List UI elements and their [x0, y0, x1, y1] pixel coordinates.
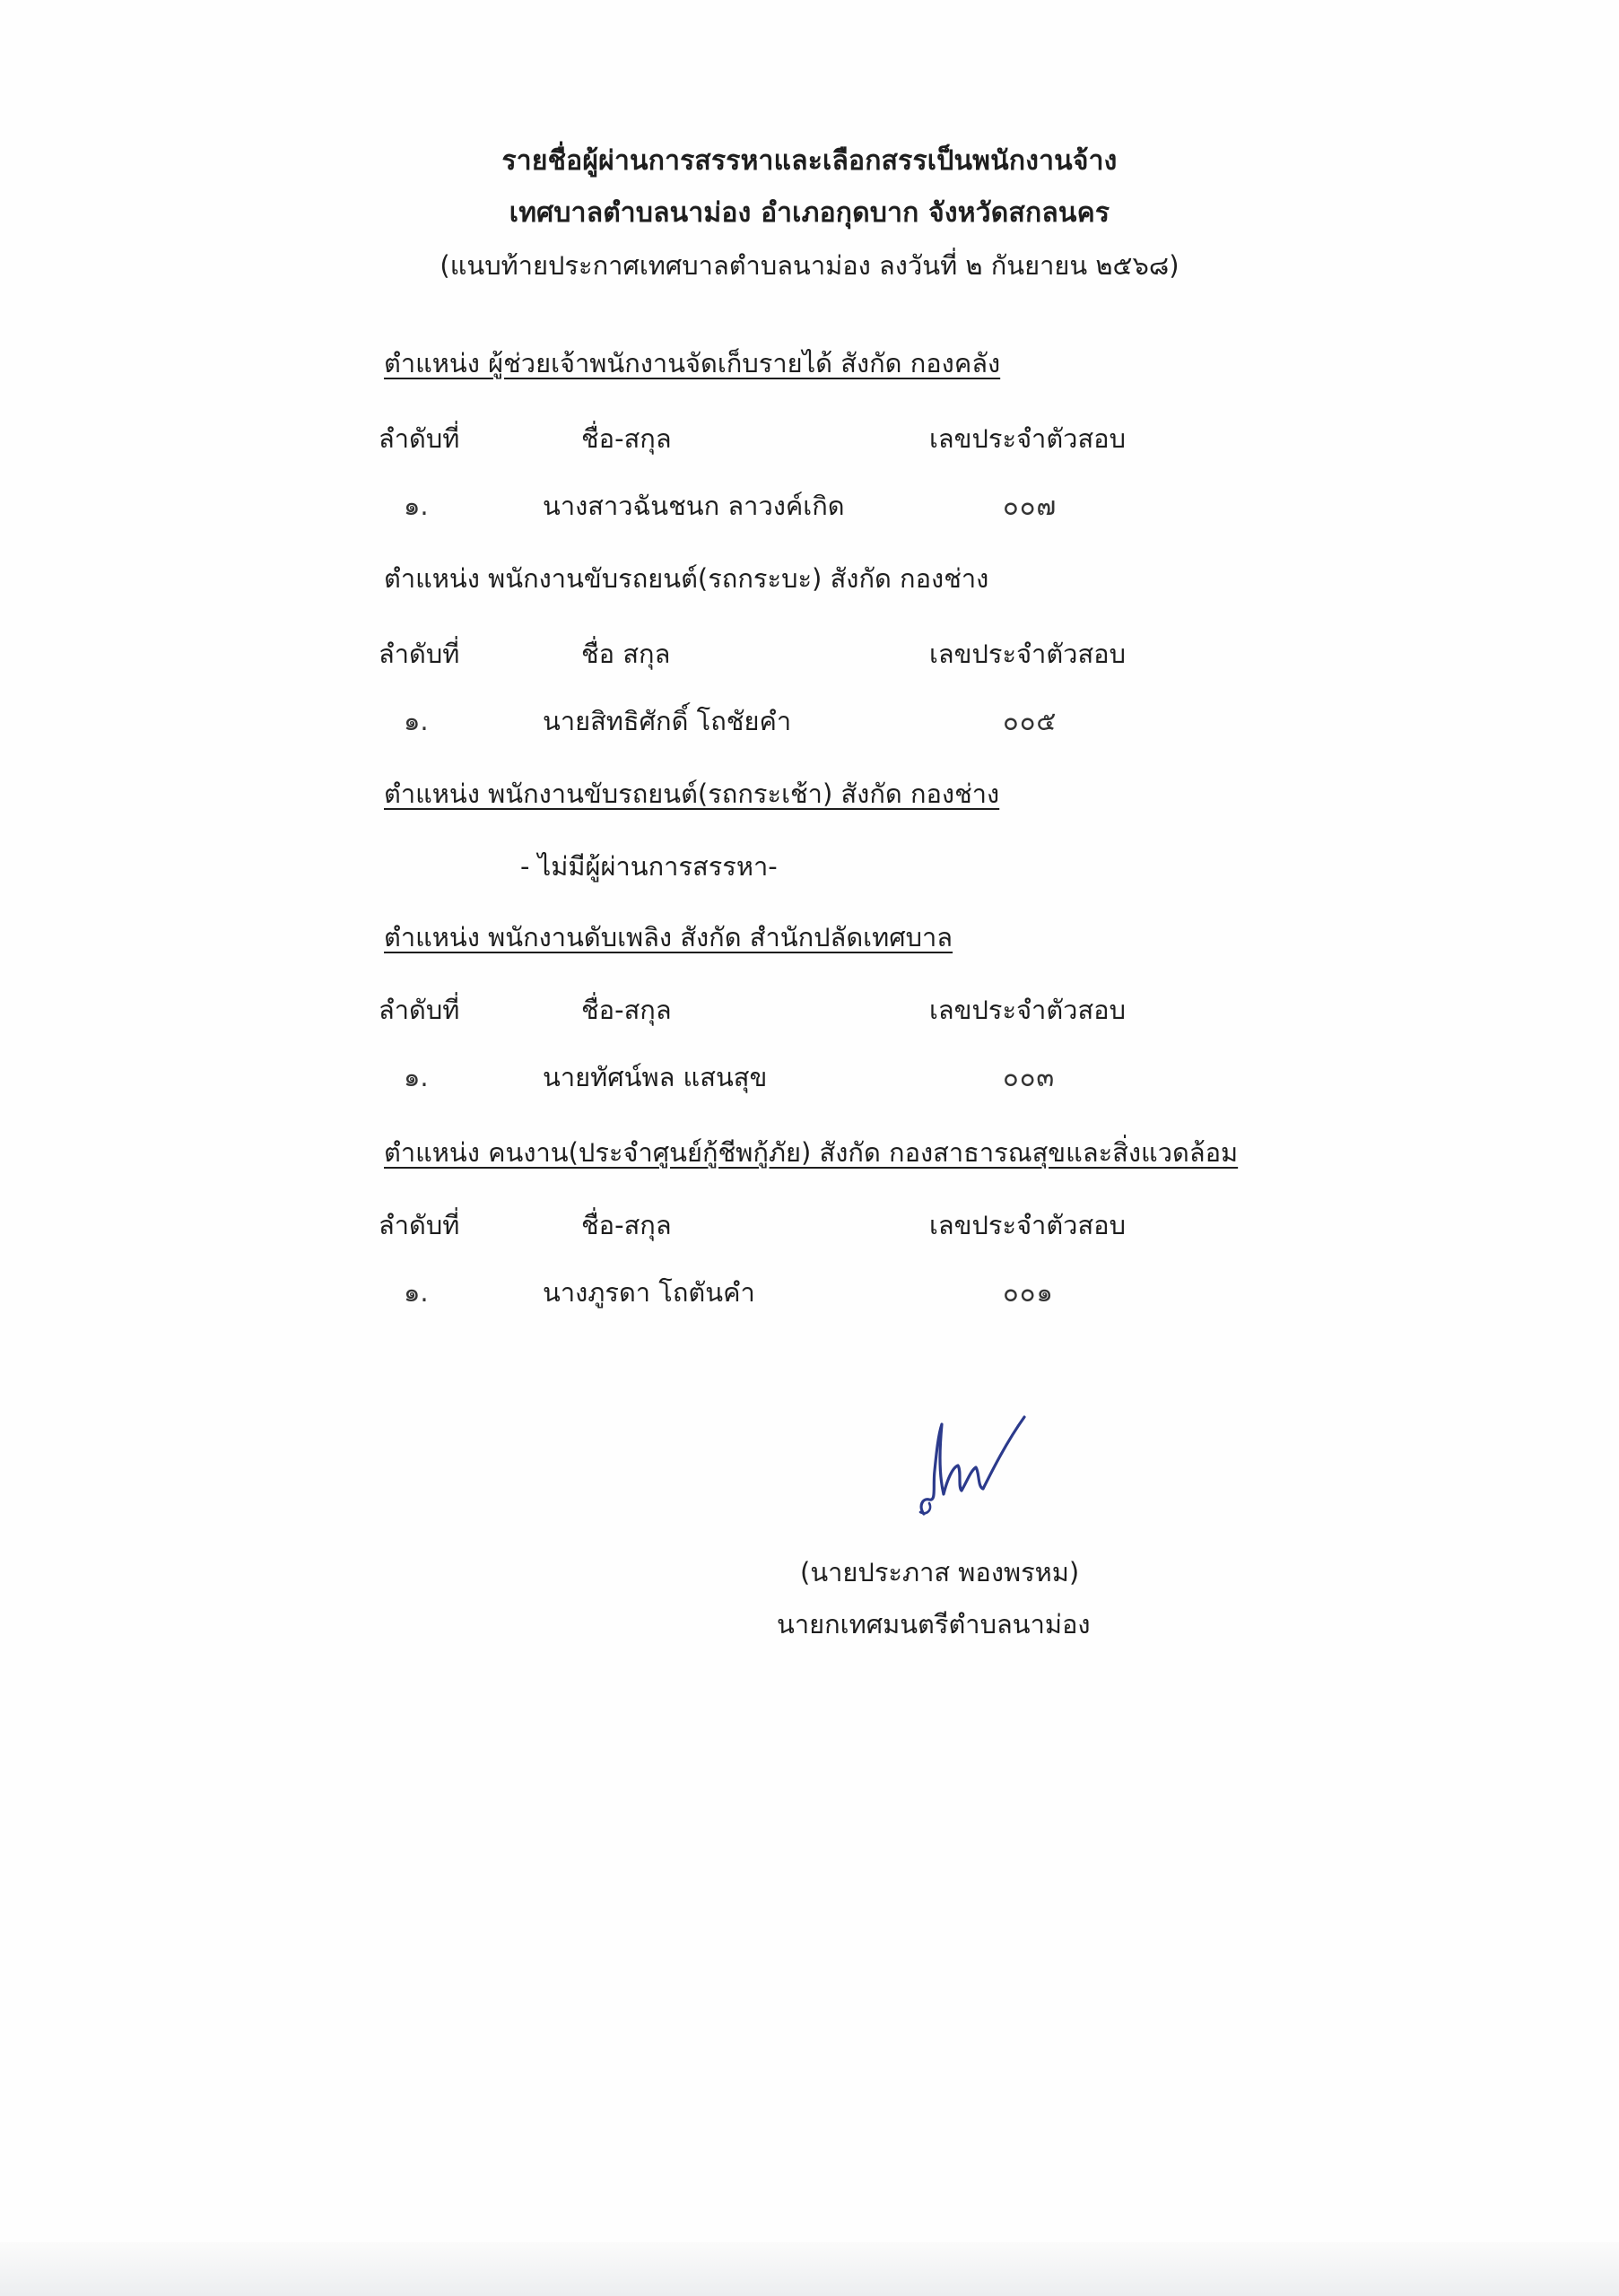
row-exam-id: ๐๐๑ — [1003, 1277, 1054, 1308]
scan-edge — [0, 2242, 1619, 2296]
section-heading: ตำแหน่ง คนงาน(ประจำศูนย์กู้ชีพกู้ภัย) สังกัด กองสาธารณสุขและสิ่งแวดล้อม — [384, 1137, 1239, 1168]
column-header-id: เลขประจำตัวสอบ — [929, 995, 1126, 1025]
row-no: ๑. — [404, 1062, 429, 1092]
section-heading: ตำแหน่ง พนักงานขับรถยนต์(รถกระบะ) สังกัด กองช่าง — [384, 563, 989, 594]
document-title: รายชื่อผู้ผ่านการสรรหาและเลือกสรรเป็นพนักงานจ้าง — [501, 145, 1118, 177]
column-header-no: ลำดับที่ — [379, 639, 460, 669]
row-name: นางภูรดา โถตันคำ — [543, 1277, 755, 1308]
column-header-name: ชื่อ สกุล — [581, 639, 671, 669]
row-name: นายสิทธิศักดิ์ โถชัยคำ — [543, 706, 792, 736]
section-heading: ตำแหน่ง พนักงานขับรถยนต์(รถกระเช้า) สังกัด กองช่าง — [384, 778, 1000, 809]
column-header-id: เลขประจำตัวสอบ — [929, 639, 1126, 669]
section-heading: ตำแหน่ง พนักงานดับเพลิง สังกัด สำนักปลัดเทศบาล — [384, 922, 953, 952]
document-subtitle: เทศบาลตำบลนาม่อง อำเภอกุดบาก จังหวัดสกลนคร — [509, 197, 1110, 229]
row-exam-id: ๐๐๗ — [1003, 491, 1058, 521]
column-header-no: ลำดับที่ — [379, 1210, 460, 1240]
signatory-name: (นายประภาส พองพรหม) — [800, 1557, 1080, 1587]
column-header-no: ลำดับที่ — [379, 423, 460, 454]
handwritten-signature — [906, 1408, 1040, 1525]
document-attachment-note: (แนบท้ายประกาศเทศบาลตำบลนาม่อง ลงวันที่ ๒ กันยายน ๒๕๖๘) — [440, 250, 1179, 281]
row-name: นายทัศน์พล แสนสุข — [543, 1062, 768, 1092]
row-name: นางสาวฉันชนก ลาวงค์เกิด — [543, 491, 845, 521]
no-candidates-note: - ไม่มีผู้ผ่านการสรรหา- — [520, 851, 778, 882]
column-header-name: ชื่อ-สกุล — [581, 995, 672, 1025]
row-no: ๑. — [404, 706, 429, 736]
signatory-title: นายกเทศมนตรีตำบลนาม่อง — [777, 1609, 1091, 1639]
column-header-id: เลขประจำตัวสอบ — [929, 423, 1126, 454]
section-heading: ตำแหน่ง ผู้ช่วยเจ้าพนักงานจัดเก็บรายได้ สังกัด กองคลัง — [384, 348, 1001, 378]
column-header-no: ลำดับที่ — [379, 995, 460, 1025]
row-exam-id: ๐๐๕ — [1003, 706, 1058, 736]
row-exam-id: ๐๐๓ — [1003, 1062, 1056, 1092]
column-header-name: ชื่อ-สกุล — [581, 1210, 672, 1240]
row-no: ๑. — [404, 491, 429, 521]
column-header-name: ชื่อ-สกุล — [581, 423, 672, 454]
row-no: ๑. — [404, 1277, 429, 1308]
column-header-id: เลขประจำตัวสอบ — [929, 1210, 1126, 1240]
